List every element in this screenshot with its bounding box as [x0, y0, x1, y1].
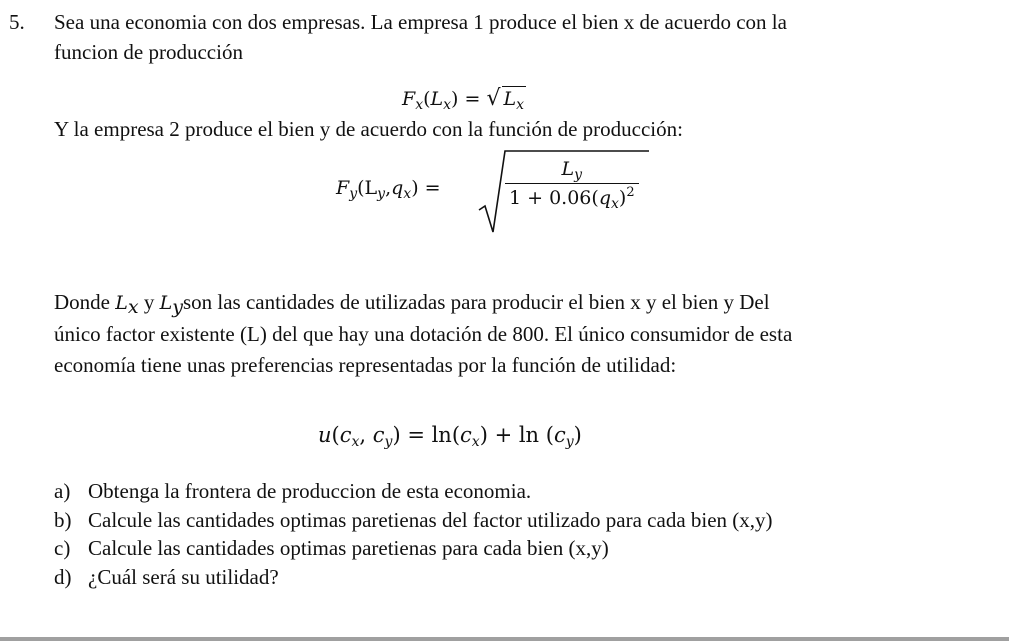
consumer-line: economía tiene unas preferencias representadas por la función de utilidad:	[54, 353, 677, 377]
factor-line: único factor existente (L) del que hay una dotación de 800. El único consumidor de esta	[54, 322, 793, 346]
question-b: b) Calcule las cantidades optimas paretienas del factor utilizado para cada bien (x,y)	[54, 508, 773, 532]
question-c: c) Calcule las cantidades optimas paretienas para cada bien (x,y)	[54, 536, 609, 560]
utility-equation: $u(c_x$, $c_y) = \ln(c_x) + \ln (c_y)$	[318, 423, 582, 450]
intro-line-2: funcion de producción	[54, 40, 243, 64]
equation-firm-1: $F_x(L_x)$ = √ $L_x$	[402, 86, 525, 113]
problem-number: 5.	[9, 10, 25, 34]
equation-firm-2-lhs: $F_y(L_y,q_x)$ =	[336, 177, 441, 202]
donde-line: Donde $L_x$ y $L_yson$ las cantidades de utilizadas para producir el bien x y el bien y Del	[54, 290, 770, 318]
equation-firm-2-fraction: $\frac{L_y}{1 + 0.06(q_x)^2}$	[505, 158, 639, 209]
sqrt-icon: √	[486, 86, 501, 111]
firm-2-line: Y la empresa 2 produce el bien y de acuerdo con la función de producción:	[54, 117, 683, 141]
question-a: a) Obtenga la frontera de produccion de esta economia.	[54, 479, 532, 503]
question-d: d) ¿Cuál será su utilidad?	[54, 565, 279, 589]
intro-line-1: Sea una economia con dos empresas. La empresa 1 produce el bien x de acuerdo con la	[54, 10, 787, 34]
bottom-divider	[0, 637, 1009, 641]
